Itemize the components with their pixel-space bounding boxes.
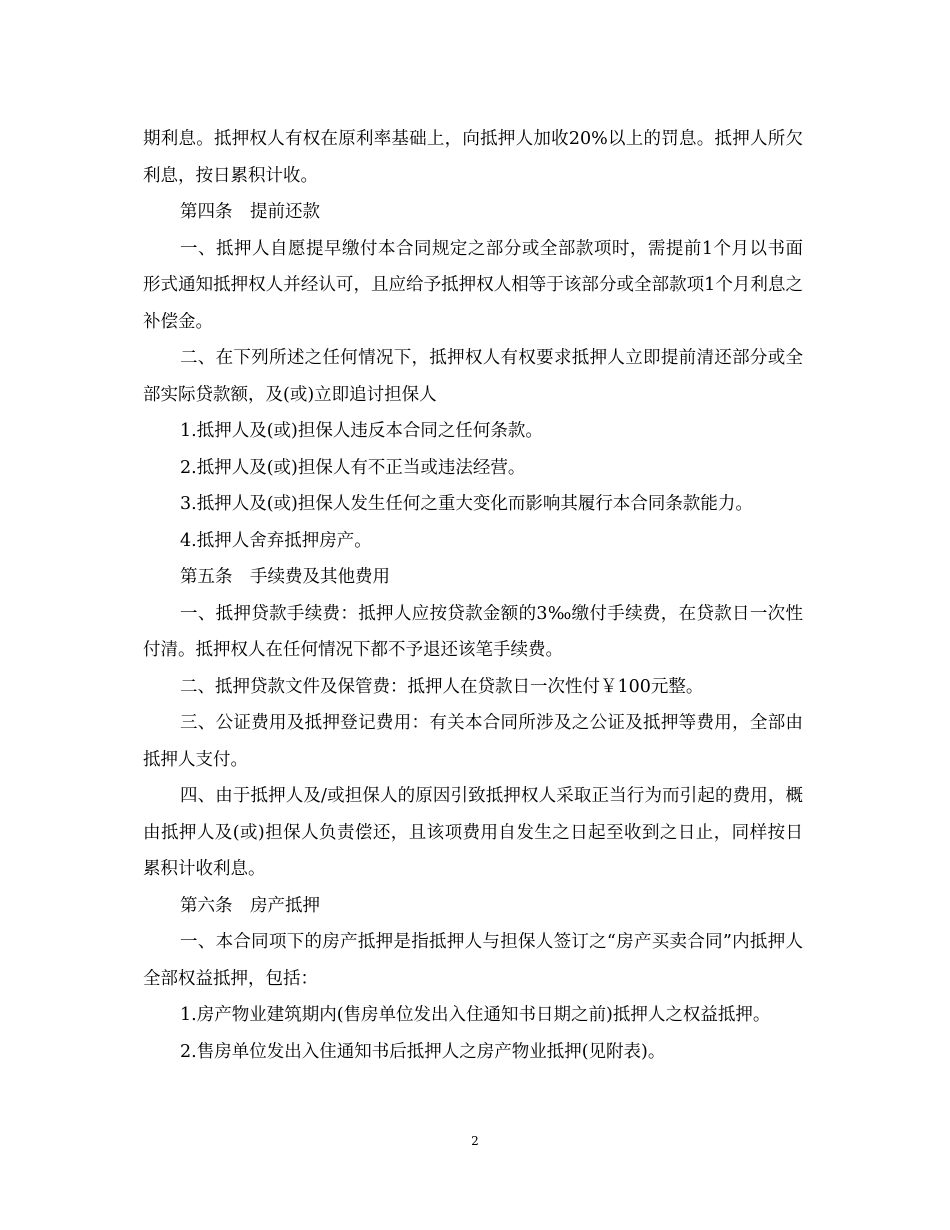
paragraph: 一、抵押人自愿提早缴付本合同规定之部分或全部款项时，需提前1个月以书面形式通知抵押权人并经认可，且应给予抵押权人相等于该部分或全部款项1个月利息之补偿金。 <box>143 238 803 332</box>
article-4-heading: 第四条 提前还款 <box>180 202 320 222</box>
paragraph: 一、本合同项下的房产抵押是指抵押人与担保人签订之“房产买卖合同”内抵押人全部权益抵押，包括： <box>143 932 803 989</box>
list-item: 1.房产物业建筑期内(售房单位发出入住通知书日期之前)抵押人之权益抵押。 <box>180 1005 771 1025</box>
page-number: 2 <box>471 1134 479 1148</box>
article-6-heading: 第六条 房产抵押 <box>180 895 320 916</box>
list-item: 1.抵押人及(或)担保人违反本合同之任何条款。 <box>180 421 543 441</box>
list-item: 3.抵押人及(或)担保人发生任何之重大变化而影响其履行本合同条款能力。 <box>180 494 753 514</box>
document-body <box>143 121 803 1070</box>
paragraph: 二、抵押贷款文件及保管费：抵押人在贷款日一次性付￥100元整。 <box>180 676 704 697</box>
list-item: 2.抵押人及(或)担保人有不正当或违法经营。 <box>180 457 526 478</box>
paragraph-continuation: 期利息。抵押权人有权在原利率基础上，向抵押人加收20%以上的罚息。抵押人所欠利息，按日累积计收。 <box>143 129 803 186</box>
article-5-heading: 第五条 手续费及其他费用 <box>180 567 390 587</box>
list-item: 4.抵押人舍弃抵押房产。 <box>180 530 372 551</box>
paragraph: 四、由于抵押人及/或担保人的原因引致抵押权人采取正当行为而引起的费用，概由抵押人及(或)担保人负责偿还，且该项费用自发生之日起至收到之日止，同样按日累积计收利息。 <box>143 786 803 879</box>
paragraph: 二、在下列所述之任何情况下，抵押权人有权要求抵押人立即提前清还部分或全部实际贷款额，及(或)立即追讨担保人 <box>143 348 803 405</box>
paragraph: 一、抵押贷款手续费：抵押人应按贷款金额的3‰缴付手续费，在贷款日一次性付清。抵押权人在任何情况下都不予退还该笔手续费。 <box>143 603 803 660</box>
paragraph: 三、公证费用及抵押登记费用：有关本合同所涉及之公证及抵押等费用，全部由抵押人支付。 <box>143 713 803 770</box>
list-item: 2.售房单位发出入住通知书后抵押人之房产物业抵押(见附表)。 <box>180 1041 666 1062</box>
